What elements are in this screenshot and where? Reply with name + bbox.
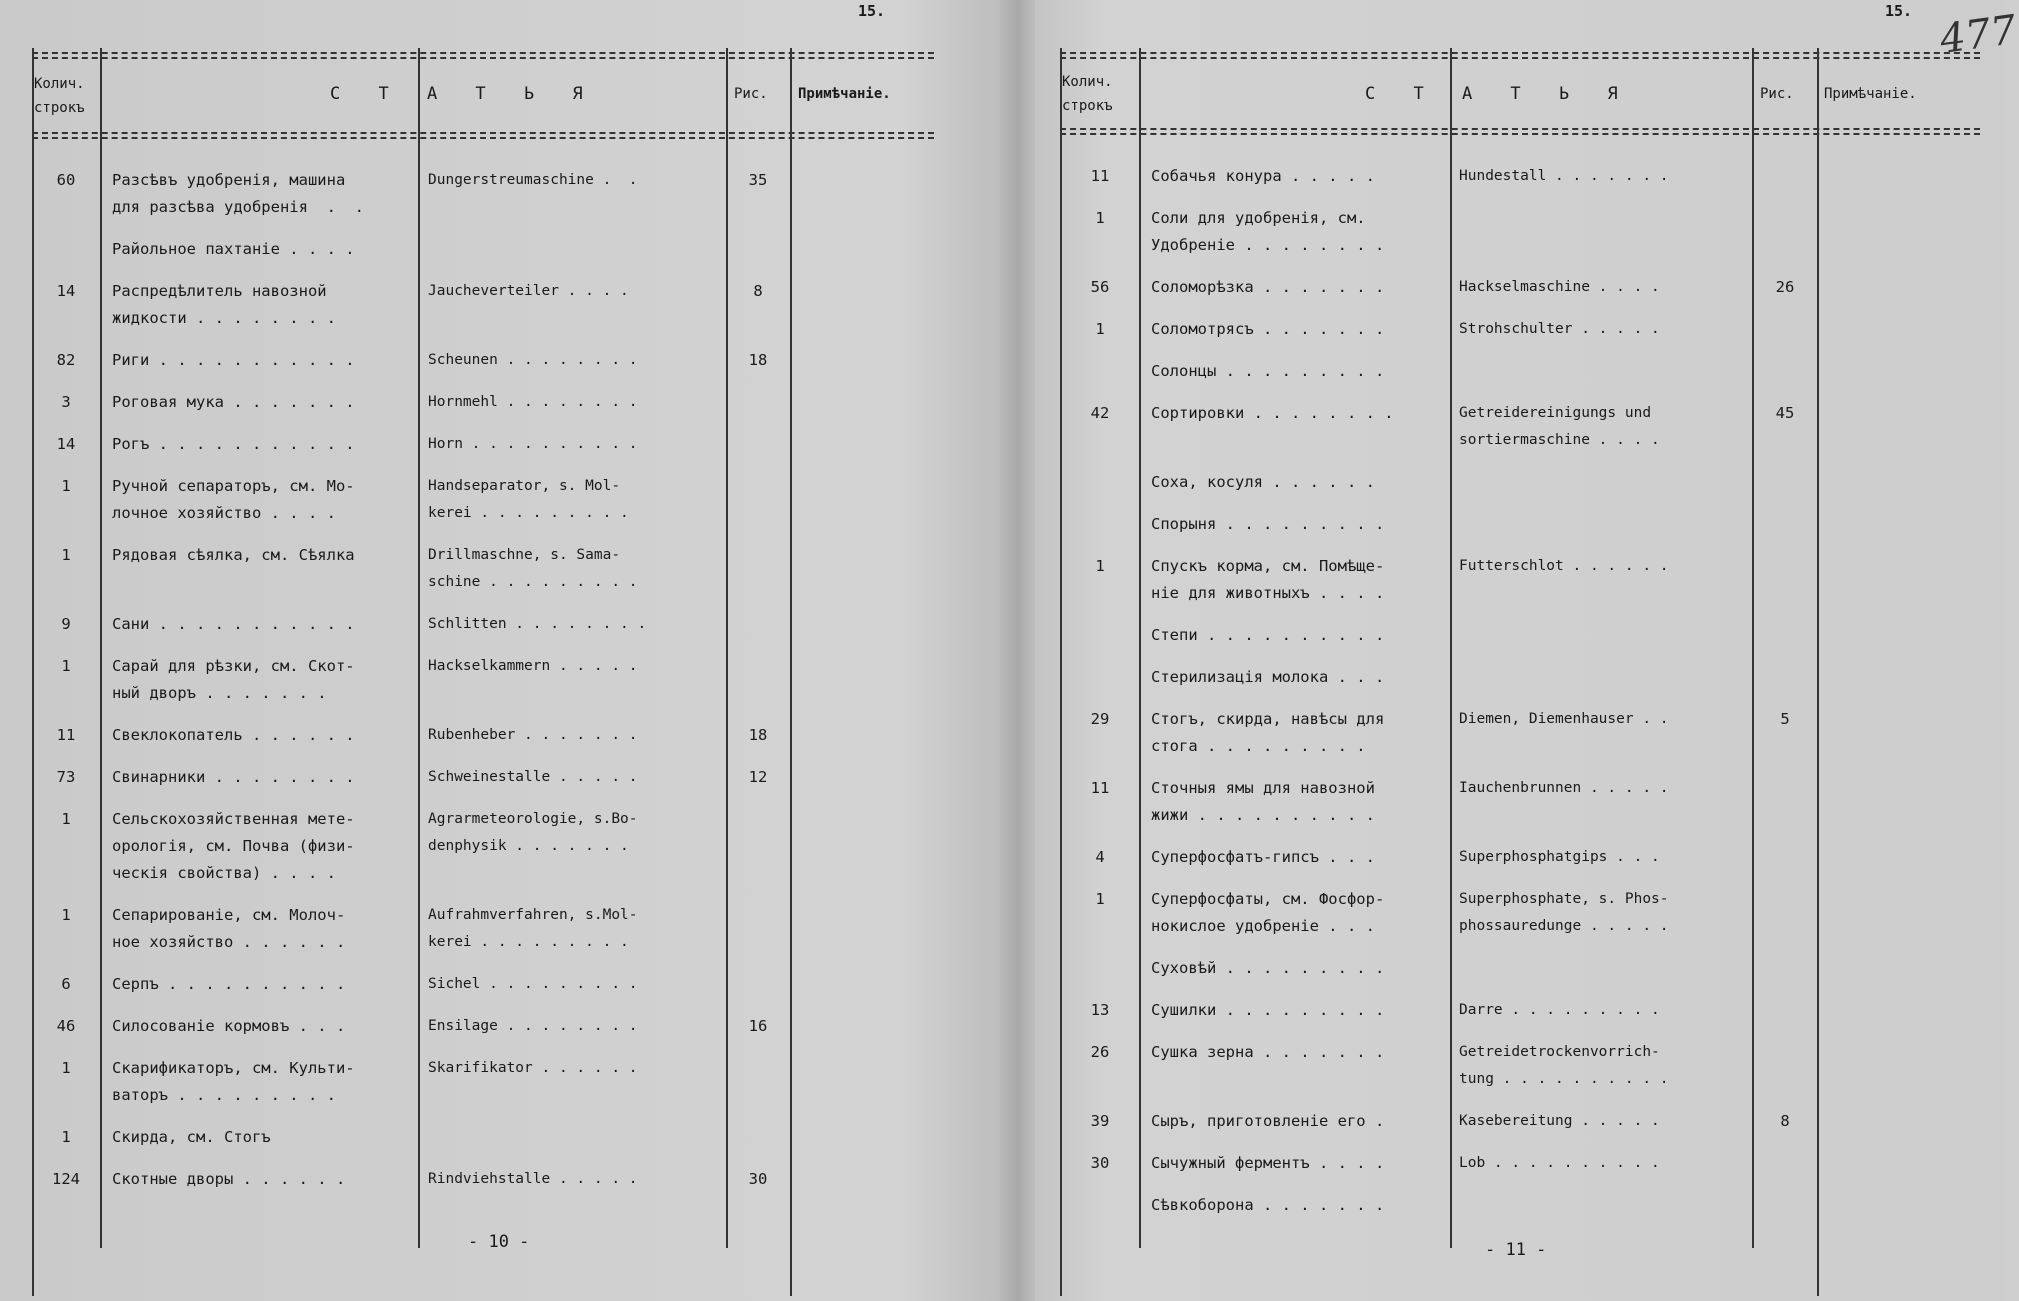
row-article-german: Skarifikator . . . . . . bbox=[428, 1060, 638, 1076]
row-article-german: Schweinestalle . . . . . bbox=[428, 769, 638, 785]
row-article-russian: Собачья конура . . . . . bbox=[1151, 167, 1375, 185]
row-quantity: 1 bbox=[61, 810, 71, 828]
row-article-russian: Суховѣй . . . . . . . . . bbox=[1151, 959, 1385, 977]
row-article-german: Futterschlot . . . . . . bbox=[1459, 558, 1669, 574]
left-page bbox=[0, 0, 1000, 1301]
row-article-german: Hornmehl . . . . . . . . bbox=[428, 394, 638, 410]
row-article-russian: Соломорѣзка . . . . . . . bbox=[1151, 278, 1385, 296]
header-qty: Колич. строкъ bbox=[1062, 74, 1113, 114]
row-article-russian: Скирда, см. Стогъ bbox=[112, 1128, 271, 1146]
column-line bbox=[100, 48, 102, 1248]
row-article-german: Jaucheverteiler . . . . bbox=[428, 283, 629, 299]
row-article-german: Agrarmeteorologie, s.Bo- denphysik . . . . . . . bbox=[428, 811, 638, 854]
row-article-russian: Ручной сепараторъ, см. Мо- лочное хозяйство . . . . bbox=[112, 477, 355, 522]
row-article-german: Hackselkammern . . . . . bbox=[428, 658, 638, 674]
row-article-german: Getreidetrockenvorrich- tung . . . . . . . . . . bbox=[1459, 1044, 1669, 1087]
row-quantity: 1 bbox=[1095, 320, 1105, 338]
column-line bbox=[1752, 48, 1754, 1248]
header-rule bbox=[32, 132, 934, 134]
row-article-german: Hundestall . . . . . . . bbox=[1459, 168, 1669, 184]
left-page-top-number: 15. bbox=[858, 2, 886, 20]
row-article-german: Drillmaschne, s. Sama- schine . . . . . . . . . bbox=[428, 547, 638, 590]
row-article-german: Darre . . . . . . . . . bbox=[1459, 1002, 1660, 1018]
row-article-russian: Свинарники . . . . . . . . bbox=[112, 768, 355, 786]
row-quantity: 6 bbox=[61, 975, 71, 993]
row-quantity: 13 bbox=[1090, 1001, 1110, 1019]
row-article-german: Ensilage . . . . . . . . bbox=[428, 1018, 638, 1034]
row-article-german: Strohschulter . . . . . bbox=[1459, 321, 1660, 337]
row-article-russian: Скарификаторъ, см. Культи- ваторъ . . . . . . . . . bbox=[112, 1059, 355, 1104]
row-article-russian: Рядовая сѣялка, см. Сѣялка bbox=[112, 546, 355, 564]
row-quantity: 56 bbox=[1090, 278, 1110, 296]
row-quantity: 1 bbox=[1095, 209, 1105, 227]
row-article-russian: Суперфосфаты, см. Фосфор- нокислое удобреніе . . . bbox=[1151, 890, 1385, 935]
row-article-german: Superphosphatgips . . . bbox=[1459, 849, 1660, 865]
row-quantity: 1 bbox=[61, 546, 71, 564]
row-article-russian: Соли для удобренія, см. Удобреніе . . . . . . . . bbox=[1151, 209, 1385, 254]
row-figure-count: 26 bbox=[1775, 278, 1795, 296]
header-note: Примѣчаніе. bbox=[798, 86, 891, 102]
row-article-german: Scheunen . . . . . . . . bbox=[428, 352, 638, 368]
row-article-russian: Соха, косуля . . . . . . bbox=[1151, 473, 1375, 491]
row-article-russian: Рогъ . . . . . . . . . . . bbox=[112, 435, 355, 453]
top-rule bbox=[1060, 52, 1980, 54]
row-quantity: 82 bbox=[56, 351, 76, 369]
right-page-bottom-number: - 11 - bbox=[1485, 1240, 1547, 1260]
right-page-top-number: 15. bbox=[1885, 2, 1913, 20]
row-figure-count: 30 bbox=[748, 1170, 768, 1188]
row-article-german: Iauchenbrunnen . . . . . bbox=[1459, 780, 1669, 796]
row-quantity: 1 bbox=[1095, 557, 1105, 575]
row-article-russian: Сани . . . . . . . . . . . bbox=[112, 615, 355, 633]
header-note: Примѣчаніе. bbox=[1824, 86, 1917, 102]
row-article-russian: Сепарированіе, см. Молоч- ное хозяйство . . . . . . bbox=[112, 906, 346, 951]
row-figure-count: 18 bbox=[748, 726, 768, 744]
row-quantity: 11 bbox=[1090, 167, 1110, 185]
row-article-german: Horn . . . . . . . . . . bbox=[428, 436, 638, 452]
row-figure-count: 12 bbox=[748, 768, 768, 786]
row-quantity: 73 bbox=[56, 768, 76, 786]
row-quantity: 11 bbox=[1090, 779, 1110, 797]
row-article-russian: Сортировки . . . . . . . . bbox=[1151, 404, 1394, 422]
row-article-russian: Сточныя ямы для навозной жижи . . . . . . . . . . bbox=[1151, 779, 1375, 824]
row-article-german: Aufrahmverfahren, s.Mol- kerei . . . . . . . . . bbox=[428, 907, 638, 950]
row-article-german: Diemen, Diemenhauser . . bbox=[1459, 711, 1669, 727]
row-article-russian: Солонцы . . . . . . . . . bbox=[1151, 362, 1385, 380]
row-quantity: 14 bbox=[56, 435, 76, 453]
book-gutter bbox=[1000, 0, 1035, 1301]
row-article-german: Kasebereitung . . . . . bbox=[1459, 1113, 1660, 1129]
row-quantity: 11 bbox=[56, 726, 76, 744]
row-article-russian: Спорыня . . . . . . . . . bbox=[1151, 515, 1385, 533]
row-article-russian: Сарай для рѣзки, см. Скот- ный дворъ . . . . . . . bbox=[112, 657, 355, 702]
row-figure-count: 8 bbox=[753, 282, 763, 300]
row-quantity: 1 bbox=[61, 477, 71, 495]
row-article-russian: Сельскохозяйственная мете- орологія, см. Почва (физи- ческія свойства) . . . . bbox=[112, 810, 355, 882]
row-article-german: Schlitten . . . . . . . . bbox=[428, 616, 647, 632]
row-quantity: 1 bbox=[61, 1059, 71, 1077]
row-figure-count: 5 bbox=[1780, 710, 1790, 728]
row-article-russian: Роговая мука . . . . . . . bbox=[112, 393, 355, 411]
row-article-german: Superphosphate, s. Phos- phossauredunge . . . . . bbox=[1459, 891, 1669, 934]
header-rule bbox=[1060, 128, 1980, 130]
row-article-russian: Разсѣвъ удобренія, машина для разсѣва удобренія . . bbox=[112, 171, 364, 216]
header-figure: Рис. bbox=[1760, 86, 1794, 102]
row-article-german: Sichel . . . . . . . . . bbox=[428, 976, 638, 992]
row-figure-count: 35 bbox=[748, 171, 768, 189]
row-figure-count: 18 bbox=[748, 351, 768, 369]
row-figure-count: 16 bbox=[748, 1017, 768, 1035]
top-rule bbox=[1060, 57, 1980, 59]
row-quantity: 9 bbox=[61, 615, 71, 633]
row-quantity: 3 bbox=[61, 393, 71, 411]
row-article-german: Lob . . . . . . . . . . bbox=[1459, 1155, 1660, 1171]
row-quantity: 1 bbox=[1095, 890, 1105, 908]
column-line bbox=[1139, 48, 1141, 1248]
row-quantity: 26 bbox=[1090, 1043, 1110, 1061]
column-line bbox=[1817, 48, 1819, 1296]
handwritten-archive-number: 477 bbox=[1937, 6, 2019, 64]
row-article-russian: Сычужный ферментъ . . . . bbox=[1151, 1154, 1385, 1172]
row-quantity: 46 bbox=[56, 1017, 76, 1035]
row-article-russian: Степи . . . . . . . . . . bbox=[1151, 626, 1385, 644]
row-article-russian: Соломотрясъ . . . . . . . bbox=[1151, 320, 1385, 338]
column-line bbox=[418, 48, 420, 1248]
row-article-russian: Скотные дворы . . . . . . bbox=[112, 1170, 346, 1188]
row-quantity: 1 bbox=[61, 906, 71, 924]
left-page-bottom-number: - 10 - bbox=[468, 1232, 530, 1252]
header-rule bbox=[1060, 133, 1980, 135]
row-article-russian: Силосованіе кормовъ . . . bbox=[112, 1017, 346, 1035]
row-article-russian: Сыръ, приготовленіе его . bbox=[1151, 1112, 1385, 1130]
row-quantity: 1 bbox=[61, 657, 71, 675]
row-article-german: Hackselmaschine . . . . bbox=[1459, 279, 1660, 295]
column-line bbox=[726, 48, 728, 1248]
top-rule bbox=[32, 52, 934, 54]
row-article-russian: Стерилизація молока . . . bbox=[1151, 668, 1385, 686]
row-article-german: Handseparator, s. Mol- kerei . . . . . . . . . bbox=[428, 478, 629, 521]
row-quantity: 42 bbox=[1090, 404, 1110, 422]
row-article-german: Dungerstreumaschine . . bbox=[428, 172, 638, 188]
row-article-russian: Риги . . . . . . . . . . . bbox=[112, 351, 355, 369]
right-page bbox=[1035, 0, 2019, 1301]
row-article-german: Getreidereinigungs und sortiermaschine . . . . bbox=[1459, 405, 1660, 448]
row-figure-count: 8 bbox=[1780, 1112, 1790, 1130]
column-line bbox=[790, 48, 792, 1296]
row-article-russian: Суперфосфатъ-гипсъ . . . bbox=[1151, 848, 1375, 866]
row-article-russian: Свеклокопатель . . . . . . bbox=[112, 726, 355, 744]
row-article-russian: Сѣвкоборона . . . . . . . bbox=[1151, 1196, 1385, 1214]
top-rule bbox=[32, 57, 934, 59]
row-article-german: Rubenheber . . . . . . . bbox=[428, 727, 638, 743]
row-article-russian: Сушилки . . . . . . . . . bbox=[1151, 1001, 1385, 1019]
row-article-german: Rindviehstalle . . . . . bbox=[428, 1171, 638, 1187]
row-quantity: 4 bbox=[1095, 848, 1105, 866]
row-article-russian: Спускъ корма, см. Помѣще- ніе для животныхъ . . . . bbox=[1151, 557, 1385, 602]
row-article-russian: Стогъ, скирда, навѣсы для стога . . . . . . . . . bbox=[1151, 710, 1385, 755]
row-quantity: 1 bbox=[61, 1128, 71, 1146]
row-article-russian: Сушка зерна . . . . . . . bbox=[1151, 1043, 1385, 1061]
header-article: С Т А Т Ь Я bbox=[330, 84, 597, 104]
column-line bbox=[1450, 48, 1452, 1248]
header-figure: Рис. bbox=[734, 86, 768, 102]
row-article-russian: Райольное пахтаніе . . . . bbox=[112, 240, 355, 258]
row-quantity: 39 bbox=[1090, 1112, 1110, 1130]
header-rule bbox=[32, 137, 934, 139]
row-quantity: 30 bbox=[1090, 1154, 1110, 1172]
row-figure-count: 45 bbox=[1775, 404, 1795, 422]
header-article: С Т А Т Ь Я bbox=[1365, 84, 1632, 104]
header-qty: Колич. строкъ bbox=[34, 76, 85, 116]
row-quantity: 14 bbox=[56, 282, 76, 300]
row-quantity: 124 bbox=[52, 1170, 80, 1188]
row-quantity: 60 bbox=[56, 171, 76, 189]
row-article-russian: Серпъ . . . . . . . . . . bbox=[112, 975, 346, 993]
row-quantity: 29 bbox=[1090, 710, 1110, 728]
row-article-russian: Распредѣлитель навозной жидкости . . . . . . . . bbox=[112, 282, 336, 327]
